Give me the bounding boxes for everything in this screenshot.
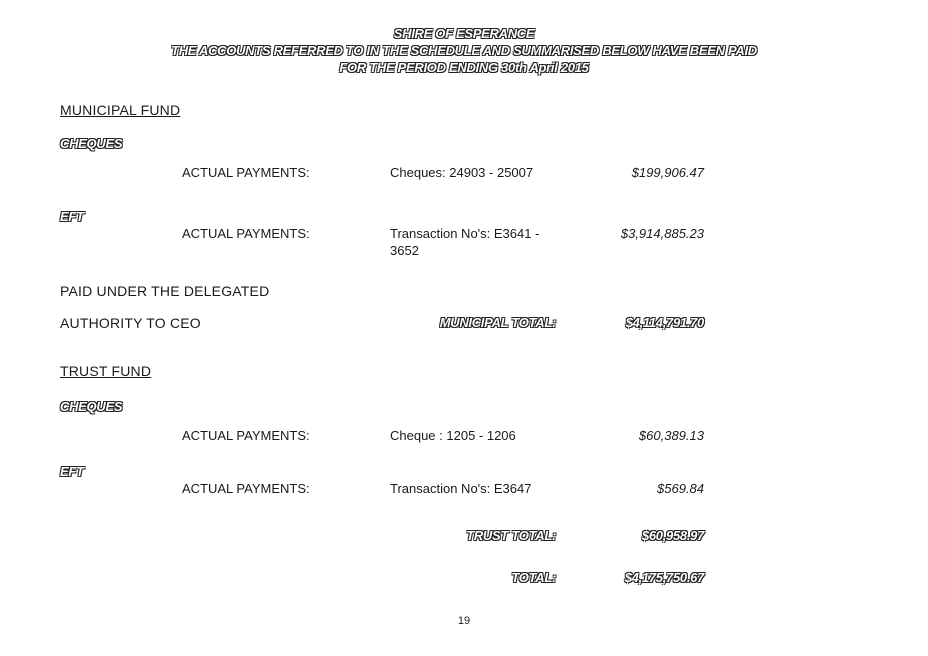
trust-eft-payments-label: ACTUAL PAYMENTS: (182, 481, 310, 496)
header-title: SHIRE OF ESPERANCE (393, 26, 535, 41)
municipal-eft-description-line2: 3652 (390, 243, 419, 258)
municipal-fund-heading: MUNICIPAL FUND (60, 102, 181, 118)
municipal-eft-payments-label: ACTUAL PAYMENTS: (182, 226, 310, 241)
grand-total-amount: $4,175,750.67 (624, 570, 704, 585)
header-subtitle: THE ACCOUNTS REFERRED TO IN THE SCHEDULE AND SUMMARISED BELOW HAVE BEEN PAID (171, 43, 757, 58)
page-number: 19 (457, 615, 471, 627)
trust-eft-amount: $569.84 (657, 481, 704, 496)
municipal-cheques-amount: $199,906.47 (631, 165, 704, 180)
municipal-eft-label: EFT (60, 209, 84, 224)
municipal-eft-description-line1: Transaction No's: E3641 - (390, 226, 540, 241)
trust-cheques-amount: $60,389.13 (638, 428, 704, 443)
municipal-cheques-label: CHEQUES (60, 136, 123, 151)
municipal-cheques-description: Cheques: 24903 - 25007 (390, 165, 534, 180)
trust-eft-description: Transaction No's: E3647 (390, 481, 532, 496)
trust-cheques-description: Cheque : 1205 - 1206 (390, 428, 516, 443)
trust-cheques-payments-label: ACTUAL PAYMENTS: (182, 428, 310, 443)
trust-fund-heading: TRUST FUND (60, 363, 152, 379)
trust-eft-label: EFT (60, 464, 84, 479)
trust-cheques-label: CHEQUES (60, 399, 123, 414)
delegated-authority-line2: AUTHORITY TO CEO (60, 315, 201, 331)
municipal-eft-amount: $3,914,885.23 (620, 226, 704, 241)
grand-total-label: TOTAL: (511, 570, 556, 585)
header-period: FOR THE PERIOD ENDING 30th April 2015 (339, 60, 589, 75)
municipal-total-amount: $4,114,791.70 (625, 315, 704, 330)
trust-total-amount: $60,958.97 (641, 528, 704, 543)
municipal-cheques-payments-label: ACTUAL PAYMENTS: (182, 165, 310, 180)
delegated-authority-line1: PAID UNDER THE DELEGATED (60, 283, 270, 299)
trust-total-label: TRUST TOTAL: (466, 528, 556, 543)
municipal-total-label: MUNICIPAL TOTAL: (439, 315, 556, 330)
